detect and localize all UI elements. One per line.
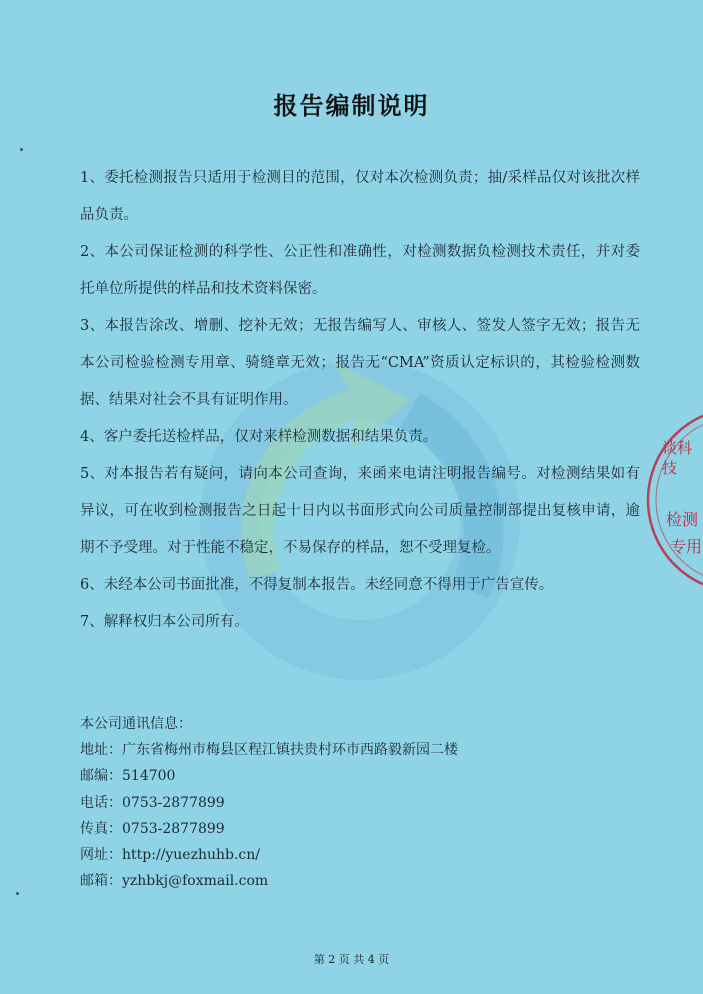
page-footer: 第 2 页 共 4 页: [313, 953, 390, 966]
seal-bottom-text: 专用: [670, 537, 703, 556]
contact-phone: 电话：0753-2877899: [80, 794, 225, 811]
clause-list: [80, 160, 640, 641]
contact-website: 网址：http://yuezhuhb.cn/: [80, 847, 261, 864]
contact-fax: 传真：0753-2877899: [80, 820, 225, 837]
clause-1: 1、委托检测报告只适用于检测目的范围，仅对本次检测负责；抽/采样品仅对该批次样品负责。: [80, 170, 640, 223]
seal-ring-icon: [640, 400, 703, 600]
contact-email: 邮箱：yzhbkj@foxmail.com: [80, 873, 269, 890]
seal-top-text: 谈科技: [662, 439, 693, 477]
clause-4: 4、客户委托送检样品，仅对来样检测数据和结果负责。: [80, 429, 438, 445]
contact-address: 地址：广东省梅州市梅县区程江镇扶贵村环市西路毅新园二楼: [80, 742, 458, 759]
contact-postcode: 邮编：514700: [80, 768, 176, 785]
contact-heading: 本公司通讯信息：: [80, 716, 192, 732]
clause-2: 2、本公司保证检测的科学性、公正性和准确性，对检测数据负检测技术责任，并对委托单位所提供的样品和技术资料保密。: [80, 244, 640, 297]
inspection-seal-stamp: [640, 400, 703, 600]
contact-info: [80, 711, 640, 894]
clause-6: 6、未经本公司书面批准，不得复制本报告。未经同意不得用于广告宣传。: [80, 577, 554, 593]
seal-mid-text: 检测: [666, 510, 699, 529]
clause-3: 3、本报告涂改、增删、挖补无效；无报告编写人、审核人、签发人签字无效；报告无本公司检验检测专用章、骑缝章无效；报告无“CMA”资质认定标识的，其检验检测数据、结果对社会不具有证明作用。: [80, 318, 640, 408]
scan-speck: [16, 892, 19, 895]
document-title: 报告编制说明: [273, 92, 430, 120]
clause-5: 5、对本报告若有疑问，请向本公司查询，来函来电请注明报告编号。对检测结果如有异议，可在收到检测报告之日起十日内以书面形式向公司质量控制部提出复核申请，逾期不予受理。对于性能不稳定，不易保存的样品，恕不受理复检。: [80, 466, 640, 556]
scan-speck: [20, 148, 23, 151]
clause-7: 7、解释权归本公司所有。: [80, 614, 249, 630]
